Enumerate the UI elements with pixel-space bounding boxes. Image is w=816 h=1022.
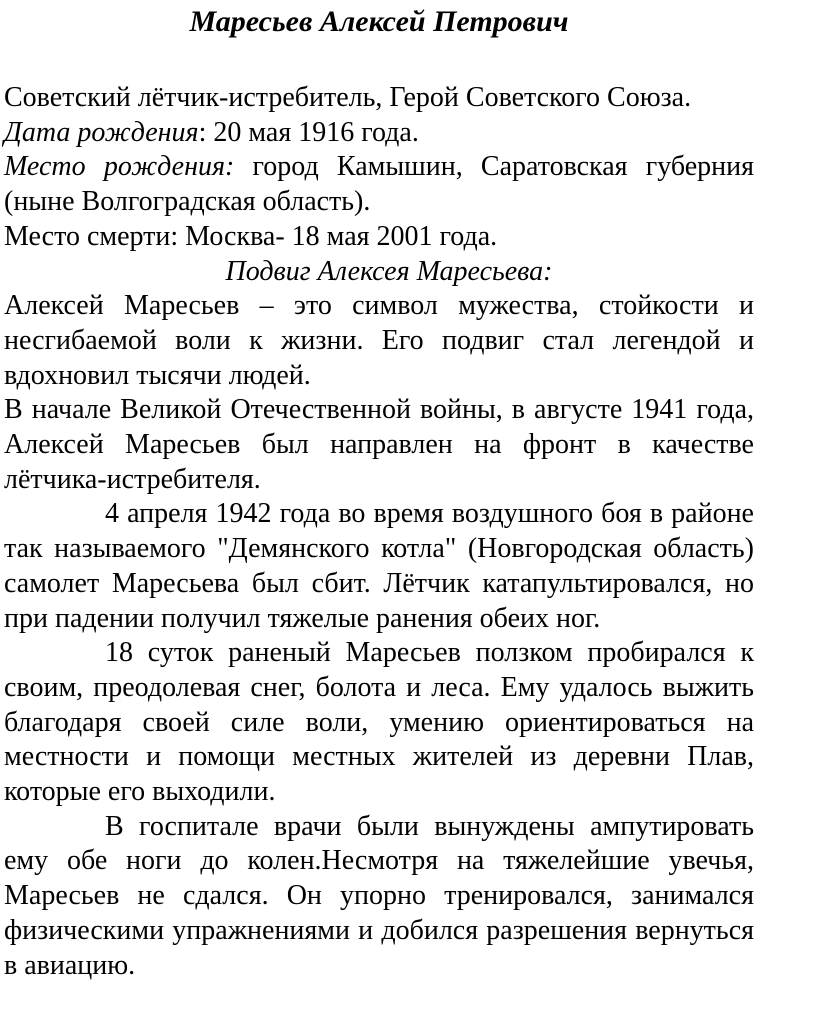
paragraph-3: 4 апреля 1942 года во время воздушного боя в районе так называемого "Демянского котла" (Новгородская область) самолет Маресьева был сбит. Лётчик катапультировался, но при падении получил тяжелые ранения обеих ног. bbox=[4, 498, 754, 634]
birth-date-line bbox=[4, 116, 754, 151]
birth-date-value: : 20 мая 1916 года. bbox=[198, 116, 419, 148]
birth-place-label: Место рождения: bbox=[4, 151, 235, 183]
paragraph-4: 18 суток раненый Маресьев ползком пробирался к своим, преодолевая снег, болота и леса. Ему удалось выжить благодаря своей силе воли, умению ориентироваться на местности и помощи местных жителей из деревни Плав, которые его выходили. bbox=[4, 637, 754, 808]
paragraph-5: В госпитале врачи были вынуждены ампутировать ему обе ноги до колен.Несмотря на тяжелейшие увечья, Маресьев не сдался. Он упорно тренировался, занимался физическими упражнениями и добился разрешения вернуться в авиацию. bbox=[4, 810, 754, 981]
death-place-line: Место смерти: Москва- 18 мая 2001 года. bbox=[4, 220, 498, 252]
feat-heading: Подвиг Алексея Маресьева: bbox=[225, 255, 553, 287]
paragraph-2: В начале Великой Отечественной войны, в августе 1941 года, Алексей Маресьев был направлен на фронт в качестве лётчика-истребителя. bbox=[4, 394, 754, 495]
page-title: Маресьев Алексей Петрович bbox=[189, 5, 569, 38]
birth-date-label: Дата рождения bbox=[4, 116, 199, 148]
birth-place-value: город Камышин, Саратовская губерния (ныне Волгоградская область). bbox=[4, 151, 754, 218]
title-spacer bbox=[4, 46, 754, 81]
intro-line: Советский лётчик-истребитель, Герой Советского Союза. bbox=[4, 82, 692, 113]
paragraph-1: Алексей Маресьев – это символ мужества, стойкости и несгибаемой воли к жизни. Его подвиг стал легендой и вдохновил тысячи людей. bbox=[4, 290, 754, 391]
birth-place-line bbox=[4, 150, 754, 219]
